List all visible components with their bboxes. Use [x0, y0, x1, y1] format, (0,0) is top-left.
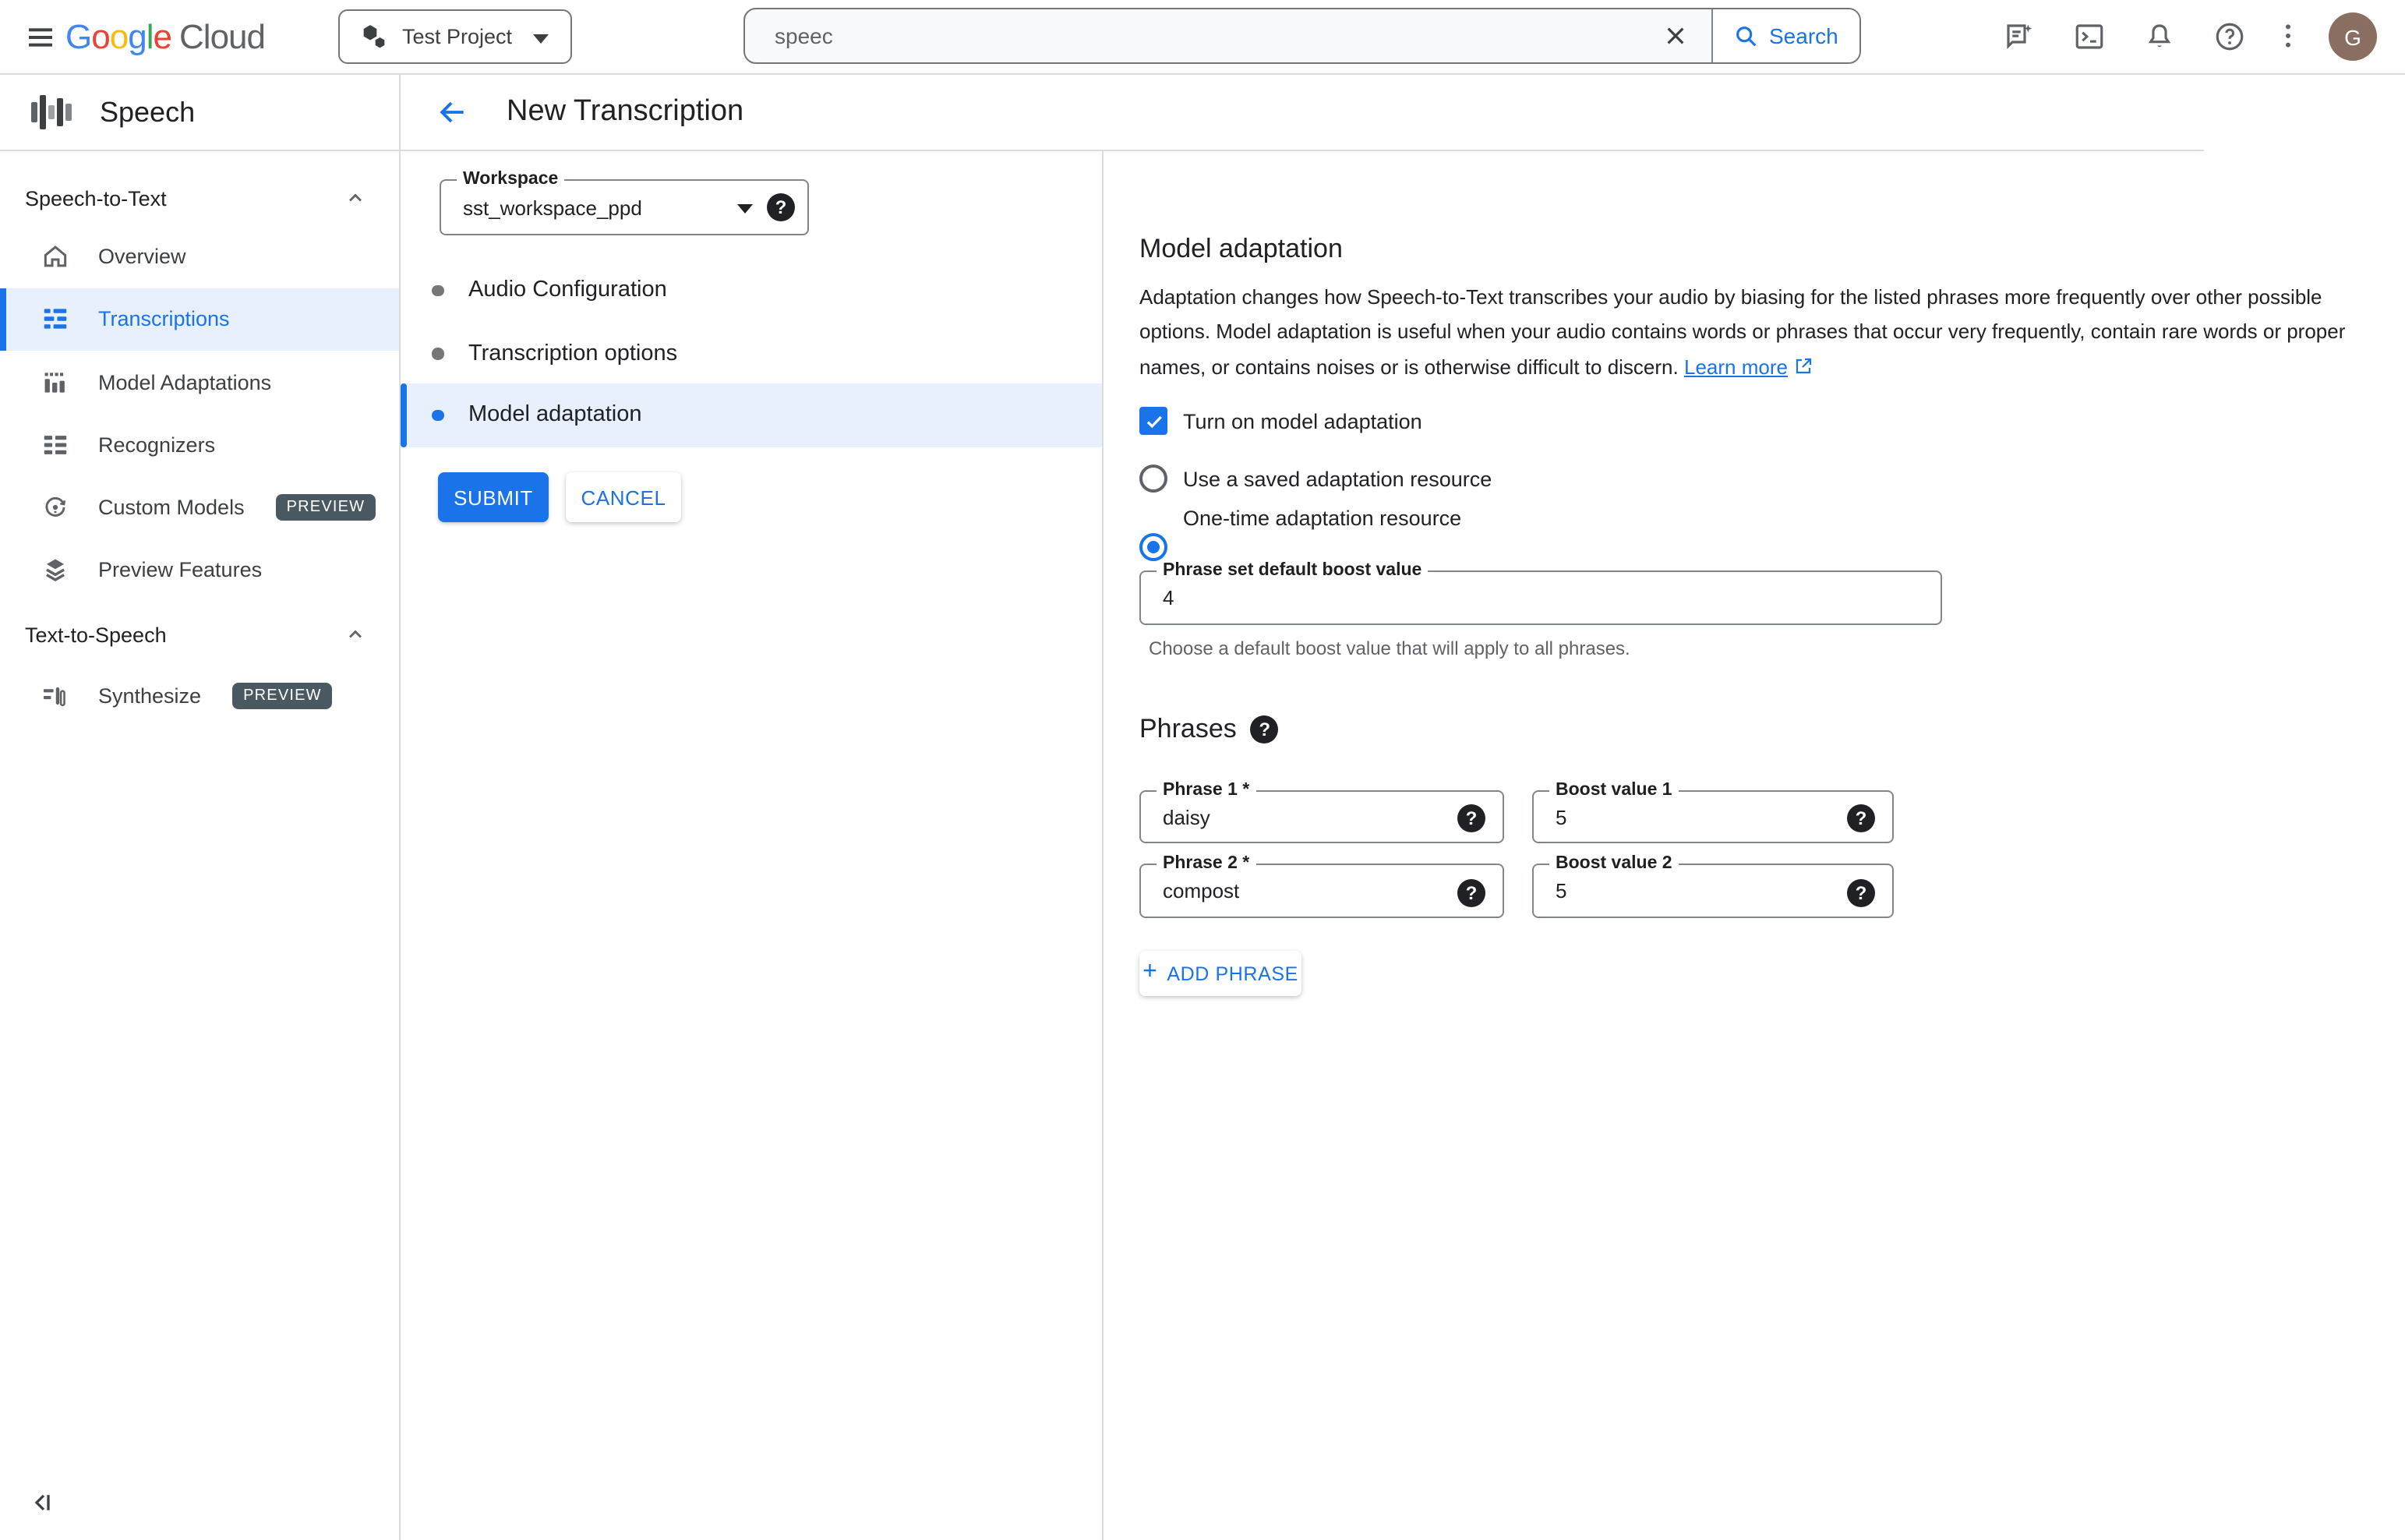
- phrases-title: Phrases: [1139, 714, 1237, 744]
- chevron-up-icon: [343, 622, 368, 647]
- boost-value-1-label: Boost value 1: [1549, 781, 1679, 800]
- default-boost-helper-text: Choose a default boost value that will apply to all phrases.: [1149, 638, 1630, 659]
- project-selector[interactable]: [338, 9, 572, 64]
- google-cloud-logo[interactable]: [65, 0, 265, 75]
- description-line-text: names, or contains noises or is otherwise difficult to discern.: [1139, 355, 1679, 379]
- search-icon: [1733, 23, 1760, 49]
- add-phrase-label: ADD PHRASE: [1167, 962, 1298, 984]
- description-line: [1139, 351, 2345, 386]
- description-line: options. Model adaptation is useful when your audio contains words or phrases that occur very frequently, contain rare words or proper: [1139, 320, 2346, 344]
- feedback-icon[interactable]: [2000, 17, 2037, 55]
- boost-value-2-label: Boost value 2: [1549, 854, 1679, 873]
- section-text-to-speech[interactable]: [0, 603, 399, 666]
- step-model-adaptation[interactable]: [401, 383, 1102, 447]
- step-label: Audio Configuration: [468, 277, 667, 303]
- page-title: New Transcription: [507, 95, 744, 128]
- cloud-shell-icon[interactable]: [2070, 17, 2107, 55]
- sidebar-item-model-adaptations[interactable]: [0, 351, 399, 413]
- adaptation-description: [1139, 281, 2345, 385]
- boost-value-1-value: 5: [1556, 805, 1567, 828]
- more-options-icon[interactable]: [2273, 17, 2304, 55]
- step-bullet-icon: [432, 409, 443, 421]
- workspace-label: Workspace: [457, 170, 564, 189]
- phrase-2-help-icon[interactable]: ?: [1457, 878, 1485, 906]
- phrase-1-value: daisy: [1163, 805, 1210, 828]
- sidebar-item-preview-features[interactable]: [0, 539, 399, 601]
- add-phrase-button[interactable]: [1139, 951, 1301, 996]
- workspace-value: sst_workspace_ppd: [463, 196, 642, 219]
- search-button-label: Search: [1769, 23, 1838, 48]
- avatar[interactable]: G: [2329, 12, 2377, 61]
- logo-letter: g: [128, 17, 147, 56]
- preview-badge: PREVIEW: [276, 494, 376, 521]
- step-label: Transcription options: [468, 341, 678, 366]
- product-title: Speech: [100, 96, 196, 127]
- speech-product-icon: [26, 89, 73, 136]
- phrases-help-icon[interactable]: ?: [1251, 715, 1279, 744]
- layers-icon: [41, 555, 70, 585]
- boost-value-2-help-icon[interactable]: ?: [1847, 878, 1875, 906]
- logo-letter: o: [91, 17, 110, 56]
- sidebar-item-transcriptions[interactable]: [0, 288, 399, 350]
- default-boost-label: Phrase set default boost value: [1157, 561, 1428, 580]
- saved-adaptation-radio[interactable]: [1139, 464, 1167, 493]
- phrase-1-help-icon[interactable]: ?: [1457, 804, 1485, 832]
- project-caret-down-icon: [533, 34, 549, 44]
- logo-letter: e: [153, 17, 172, 56]
- boost-value-2-field[interactable]: [1532, 854, 1894, 918]
- boost-value-1-field[interactable]: [1532, 781, 1894, 843]
- home-icon: [41, 241, 70, 270]
- default-boost-value-field[interactable]: [1139, 561, 1942, 625]
- step-bullet-icon: [432, 348, 443, 359]
- boost-value-2-value: 5: [1556, 879, 1567, 902]
- workspace-select[interactable]: [440, 170, 809, 235]
- back-arrow-icon[interactable]: [433, 94, 471, 131]
- help-icon[interactable]: [2210, 17, 2248, 55]
- search-button[interactable]: [1711, 9, 1859, 62]
- phrase-1-label: Phrase 1 *: [1157, 781, 1255, 800]
- phrase-2-value: compost: [1163, 879, 1240, 902]
- saved-adaptation-label: Use a saved adaptation resource: [1183, 467, 1492, 490]
- hamburger-menu-icon[interactable]: [22, 19, 59, 56]
- sidebar-item-label: Overview: [98, 244, 186, 267]
- sidebar-item-overview[interactable]: [0, 224, 399, 287]
- collapse-sidebar-icon[interactable]: [25, 1484, 62, 1521]
- boost-value-1-help-icon[interactable]: ?: [1847, 804, 1875, 832]
- workspace-help-icon[interactable]: ?: [767, 193, 795, 221]
- phrase-2-field[interactable]: [1139, 854, 1504, 918]
- logo-letter: G: [65, 17, 92, 56]
- panel-divider: [1102, 150, 1104, 1540]
- cancel-button[interactable]: CANCEL: [566, 472, 681, 522]
- sidebar-item-label: Transcriptions: [98, 307, 230, 330]
- learn-more-link[interactable]: Learn more: [1684, 355, 1788, 379]
- custom-models-icon: [41, 493, 70, 522]
- sidebar-item-label: Preview Features: [98, 558, 263, 581]
- project-name: Test Project: [402, 25, 513, 48]
- model-adaptations-icon: [41, 367, 70, 397]
- logo-letter: l: [146, 17, 154, 56]
- default-boost-value: 4: [1163, 586, 1174, 609]
- one-time-adaptation-radio[interactable]: [1139, 532, 1167, 560]
- notifications-bell-icon[interactable]: [2140, 17, 2177, 55]
- sidebar-item-synthesize[interactable]: [0, 664, 399, 726]
- phrase-2-label: Phrase 2 *: [1157, 854, 1255, 873]
- step-audio-configuration[interactable]: [401, 259, 1102, 322]
- turn-on-model-adaptation-label: Turn on model adaptation: [1183, 409, 1422, 433]
- turn-on-model-adaptation-checkbox[interactable]: [1139, 407, 1167, 435]
- section-speech-to-text[interactable]: [0, 167, 399, 229]
- step-bullet-icon: [432, 284, 443, 296]
- clear-search-icon[interactable]: [1657, 17, 1694, 55]
- sidebar-item-label: Synthesize: [98, 683, 202, 707]
- synthesize-icon: [41, 680, 70, 710]
- external-link-icon: [1793, 357, 1812, 376]
- section-label: Speech-to-Text: [25, 186, 167, 210]
- logo-cloud-word: Cloud: [179, 17, 265, 56]
- phrase-1-field[interactable]: [1139, 781, 1504, 843]
- panel-title: Model adaptation: [1139, 234, 1343, 263]
- plus-icon: +: [1142, 958, 1158, 984]
- sidebar-item-label: Custom Models: [98, 496, 245, 519]
- sidebar-item-custom-models[interactable]: [0, 476, 399, 539]
- sidebar-item-recognizers[interactable]: [0, 413, 399, 475]
- step-label: Model adaptation: [468, 402, 642, 428]
- one-time-adaptation-label: One-time adaptation resource: [1183, 507, 1462, 530]
- sidebar-item-label: Model Adaptations: [98, 370, 272, 394]
- recognizers-icon: [41, 429, 70, 459]
- selected-accent-bar: [401, 383, 406, 447]
- step-transcription-options[interactable]: [401, 322, 1102, 385]
- workspace-caret-down-icon: [737, 204, 753, 214]
- sidebar-item-label: Recognizers: [98, 433, 216, 456]
- submit-button[interactable]: SUBMIT: [438, 472, 549, 522]
- search-bar[interactable]: [743, 8, 1861, 64]
- chevron-up-icon: [343, 185, 368, 210]
- preview-badge: PREVIEW: [232, 682, 333, 708]
- logo-letter: o: [109, 17, 129, 56]
- transcriptions-icon: [41, 304, 70, 334]
- search-input[interactable]: speec: [775, 23, 833, 48]
- section-label: Text-to-Speech: [25, 623, 167, 646]
- selected-accent-bar: [0, 288, 5, 350]
- project-hexagons-icon: [358, 22, 390, 53]
- description-line: Adaptation changes how Speech-to-Text transcribes your audio by biasing for the listed phrases more frequently over other possible: [1139, 285, 2322, 309]
